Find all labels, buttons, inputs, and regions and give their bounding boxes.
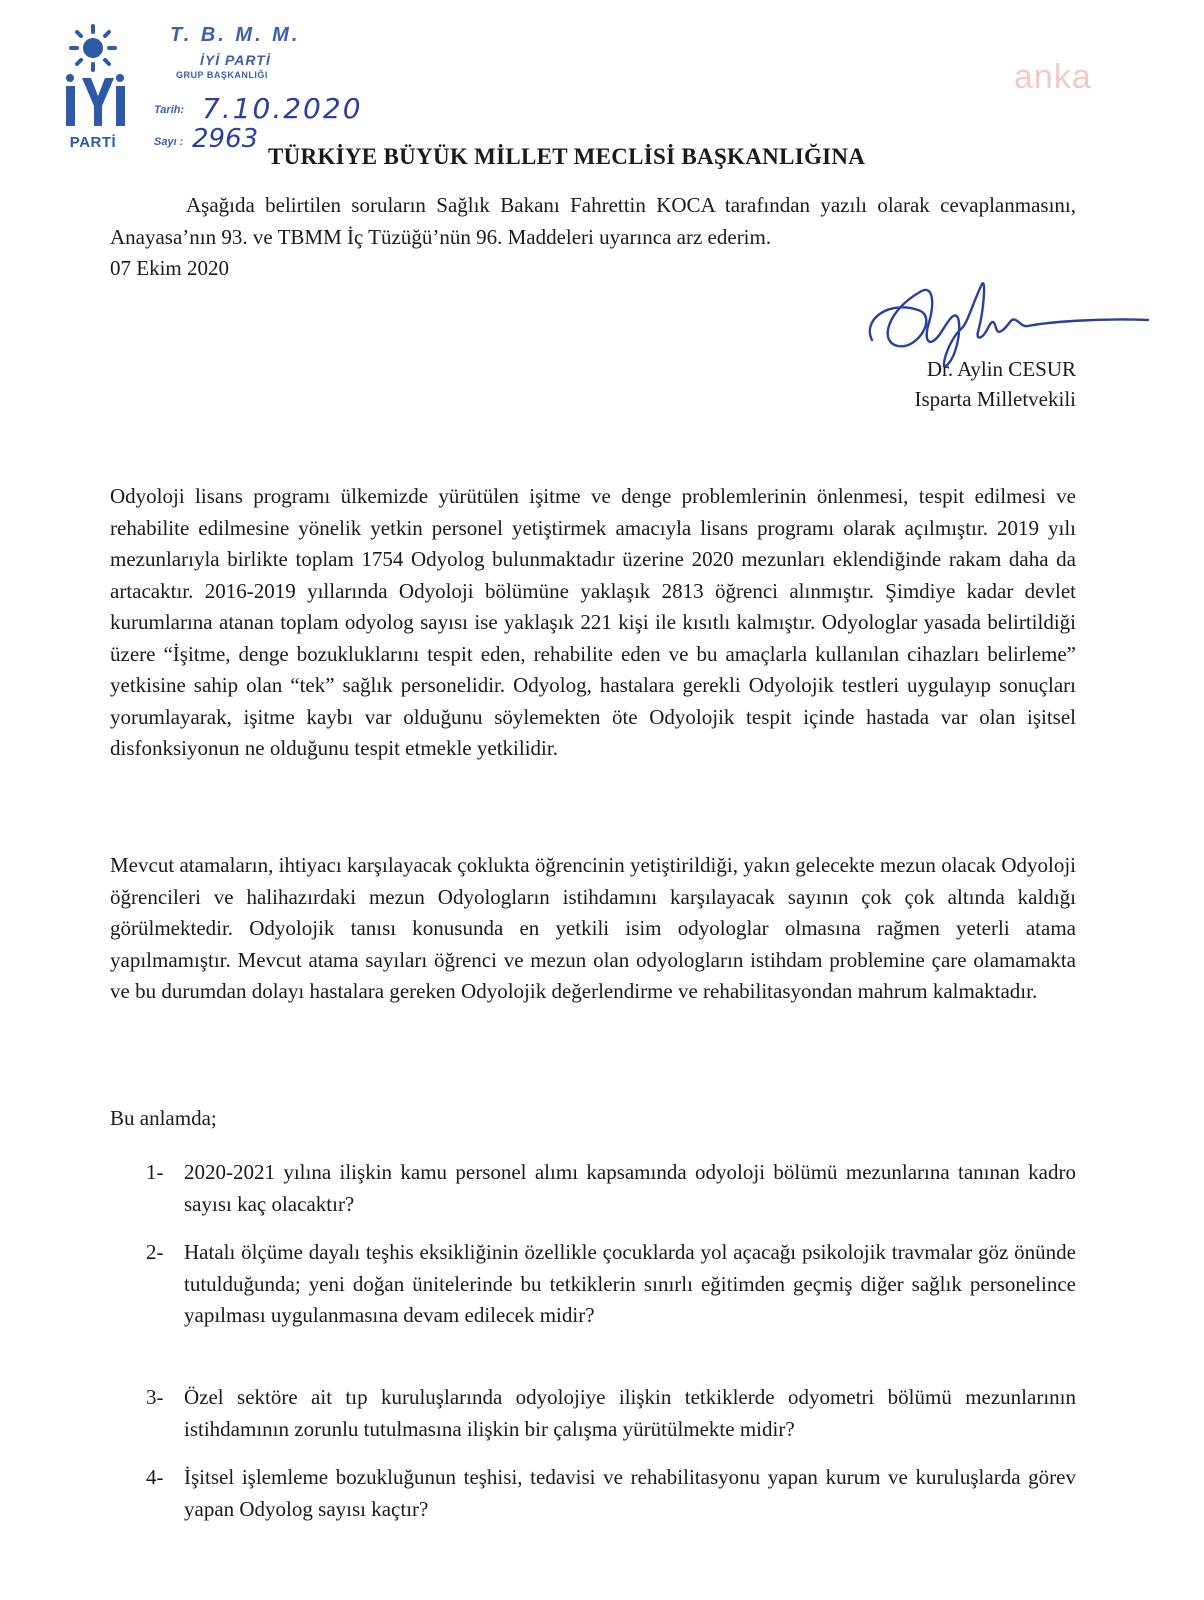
intro-text: Aşağıda belirtilen soruların Sağlık Bakanı Fahrettin KOCA tarafından yazılı olarak cevaplanmasını, Anayasa’nın 93. ve TBMM İç Tüzüğü’nün 96. Maddeleri uyarınca arz ederim. — [110, 193, 1076, 249]
question-number: 2- — [146, 1240, 164, 1264]
stamp-date-value: 7.10.2020 — [202, 92, 363, 125]
logo-subtitle: PARTİ — [69, 134, 117, 151]
document-title: TÜRKİYE BÜYÜK MİLLET MECLİSİ BAŞKANLIĞINA — [268, 144, 866, 169]
stamp-line-1: T. B. M. M. — [170, 24, 301, 46]
signer-block — [850, 354, 1076, 414]
stamp-line-2: İYİ PARTİ — [200, 52, 271, 68]
paragraph-2: Mevcut atamaların, ihtiyacı karşılayacak çoklukta öğrencinin yetiştirildiği, yakın gelecekte mezun olacak Odyoloji öğrencileri ve halihazırdaki mezun Odyologların istihdamını karşılayacak sayının çok çok altında kaldığı görülmektedir. Odyolojik tanısı konusunda en yetkili isim odyologlar olmasına rağmen yeterli atama yapılmamıştır. Mevcut atama sayıları öğrenci ve mezun olan odyologların istihdam problemine çare olamamakta ve bu durumdan dolayı hastalara gereken Odyolojik değerlendirme ve rehabilitasyondan mahrum kalmaktadır. — [110, 853, 1076, 1003]
question-number: 3- — [146, 1385, 164, 1409]
question-text: 2020-2021 yılına ilişkin kamu personel alımı kapsamında odyoloji bölümü mezunlarına tanınan kadro sayısı kaç olacaktır? — [184, 1160, 1076, 1216]
question-number: 1- — [146, 1160, 164, 1184]
question-number: 4- — [146, 1465, 164, 1489]
paragraph-1: Odyoloji lisans programı ülkemizde yürütülen işitme ve denge problemlerinin önlenmesi, tespit edilmesi ve rehabilite edilmesine yönelik yetkin personel yetiştirmek amacıyla lisans programı olarak açılmıştır. 2019 yılı mezunlarıyla birlikte toplam 1754 Odyolog bulunmaktadır üzerine 2020 mezunları eklendiğinde rakam daha da artacaktır. 2016-2019 yıllarında Odyoloji bölümüne yaklaşık 2813 öğrenci alınmıştır. Şimdiye kadar devlet kurumlarına atanan toplam odyolog sayısı ise yaklaşık 221 kişi ile kısıtlı kalmıştır. Odyologlar yasada belirtildiği üzere “İşitme, denge bozukluklarını tespit eden, rehabilite eden ve bu amaçlarla kullanılan cihazları belirleme” yetkisine sahip olan “tek” sağlık personelidir. Odyolog, hastalara gerekli Odyolojik testleri uygulayıp sonuçları yorumlayarak, işitme kaybı var olduğunu söylemekten öte Odyolojik tespit içinde hastada var olan işitsel disfonksiyonun ne olduğunu tespit etmekle yetkilidir. — [110, 484, 1076, 760]
stamp-line-3: GRUP BAŞKANLIĞI — [176, 70, 268, 80]
question-text: Özel sektöre ait tıp kuruluşlarında odyolojiye ilişkin tetkiklerde odyometri bölümü mezunlarının istihdamının zorunlu tutulmasına ilişkin bir çalışma yürütülmekte midir? — [184, 1385, 1076, 1441]
party-logo — [58, 22, 128, 150]
watermark: anka — [1014, 58, 1092, 96]
intro-date: 07 Ekim 2020 — [110, 256, 229, 280]
question-text: İşitsel işlemleme bozukluğunun teşhisi, tedavisi ve rehabilitasyonu yapan kurum ve kuruluşlarda görev yapan Odyolog sayısı kaçtır? — [184, 1465, 1076, 1521]
sun-icon — [58, 22, 128, 134]
stamp-number-value: 2963 — [192, 124, 259, 154]
questions-lead: Bu anlamda; — [110, 1106, 217, 1130]
signer-title: Isparta Milletvekili — [914, 387, 1076, 411]
stamp-date-label: Tarih: — [154, 104, 185, 116]
signer-name: Dr. Aylin CESUR — [926, 357, 1076, 381]
question-text: Hatalı ölçüme dayalı teşhis eksikliğinin özellikle çocuklarda yol açacağı psikolojik travmalar göz önünde tutulduğunda; yeni doğan ünitelerinde bu tetkiklerin sınırlı eğitimden geçmiş diğer sağlık personelince yapılması uygulanmasına devam edilecek midir? — [184, 1240, 1076, 1327]
stamp-number-label: Sayı : — [154, 136, 184, 148]
